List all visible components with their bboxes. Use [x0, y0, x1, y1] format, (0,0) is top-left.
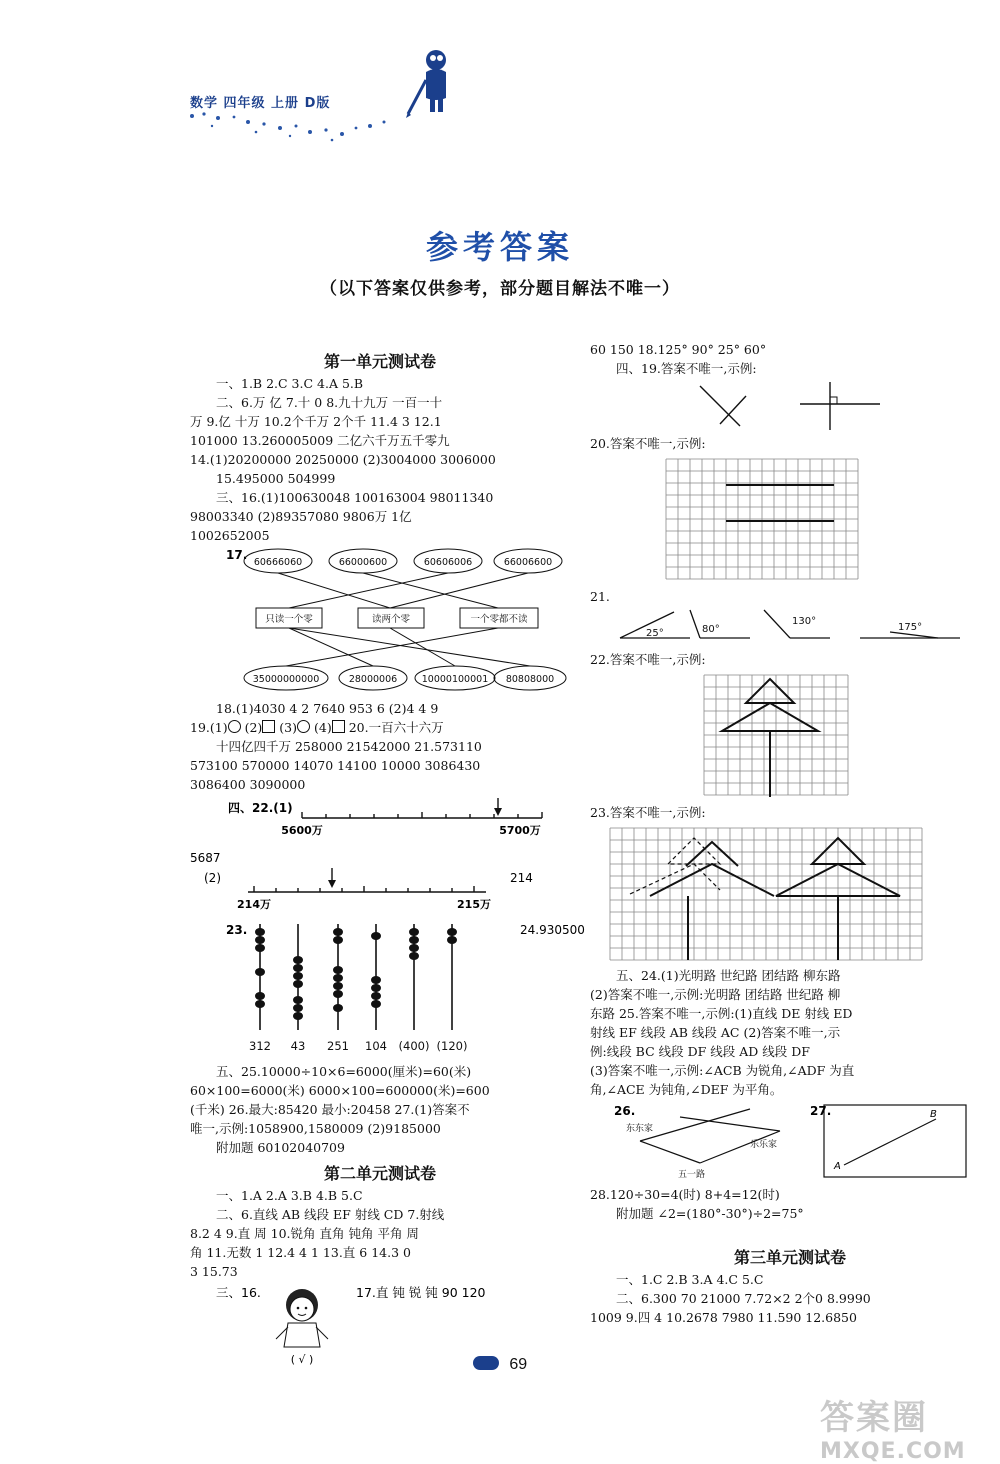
- q17-category: 一个零都不读: [470, 614, 528, 625]
- q16-label: 三、16.: [216, 1285, 261, 1300]
- answer-line: 20.答案不唯一,示例:: [590, 436, 706, 451]
- watermark-url: MXQE.COM: [820, 1439, 966, 1464]
- q17-bottom-number: 80808000: [505, 674, 555, 685]
- q17-matching-diagram: [190, 547, 560, 697]
- answer-line: 二、6.万 亿 7.十 0 8.九十九万 一百一十: [216, 395, 443, 410]
- answer-line: 十四亿四千万 258000 21542000 21.573110: [216, 739, 482, 754]
- book-header-label: 数学 四年级 上册 D版: [190, 96, 331, 111]
- angle-label: 80°: [702, 624, 720, 635]
- q17-top-number: 66000600: [338, 557, 388, 568]
- q17-top-number: 60606006: [423, 557, 473, 568]
- footer-logo-icon: [473, 1356, 499, 1370]
- q17-category: 只读一个零: [265, 614, 313, 625]
- header-decoration: [186, 108, 416, 148]
- q17-bottom-number: 28000006: [348, 674, 398, 685]
- page-number: 69: [509, 1356, 528, 1373]
- abacus-value: (400): [398, 1039, 430, 1053]
- q17-label: 17.: [226, 548, 248, 562]
- square-symbol: [262, 720, 275, 733]
- answer-line: 101000 13.260005009 二亿六千万五千零九: [190, 433, 450, 448]
- angle-label: 130°: [792, 616, 817, 627]
- point-label: A: [834, 1161, 841, 1172]
- answer-line: 东路 25.答案不唯一,示例:(1)直线 DE 射线 ED: [590, 1006, 853, 1021]
- mascot-icon: [402, 40, 462, 120]
- answer-line: (千米) 26.最大:85420 最小:20458 27.(1)答案不: [190, 1102, 470, 1117]
- left-column: [190, 345, 585, 1371]
- answer-line: 角 11.无数 1 12.4 4 1 13.直 6 14.3 0: [190, 1245, 411, 1260]
- q22-number-lines: [190, 796, 560, 918]
- answer-line: 二、6.300 70 21000 7.72×2 2个0 8.9990: [616, 1291, 871, 1306]
- abacus-value: 104: [365, 1039, 387, 1053]
- abacus-value: 43: [290, 1039, 306, 1053]
- answer-line: 四、19.答案不唯一,示例:: [616, 361, 757, 376]
- answer-line: 三、16.(1)100630048 100163004 98011340: [216, 490, 494, 505]
- axis-label: 5700万: [499, 824, 541, 837]
- page-footer: [0, 1356, 1000, 1374]
- map-label: 东东家: [626, 1124, 654, 1134]
- q23-grid: [590, 824, 990, 964]
- answer-line: 一、1.C 2.B 3.A 4.C 5.C: [616, 1272, 764, 1287]
- answer-line: 60 150 18.125° 90° 25° 60°: [590, 342, 767, 357]
- q23-abacus: [190, 920, 585, 1060]
- unit2-title: 第二单元测试卷: [323, 1164, 436, 1183]
- answer-line: 一、1.B 2.C 3.C 4.A 5.B: [216, 376, 364, 391]
- answer-line: 附加题 60102040709: [216, 1140, 345, 1155]
- map-label: 乐乐家: [750, 1140, 778, 1150]
- answer-line: 573100 570000 14070 14100 10000 3086430: [190, 758, 481, 773]
- axis-label: 5600万: [281, 824, 323, 837]
- answer-line: 附加题 ∠2=(180°-30°)÷2=75°: [616, 1206, 804, 1221]
- q16-check: ( √ ): [290, 1353, 314, 1366]
- watermark: [820, 1390, 966, 1464]
- answer-line: 1009 9.四 4 10.2678 7980 11.590 12.6850: [590, 1310, 857, 1325]
- answer-line: 五、24.(1)光明路 世纪路 团结路 柳东路: [616, 968, 841, 983]
- circle-symbol: [228, 720, 241, 733]
- answer-line: 1002652005: [190, 528, 270, 543]
- watermark-text: 答案圈: [820, 1398, 928, 1438]
- answer-line: 18.(1)4030 4 2 7640 953 6 (2)4 4 9: [216, 701, 439, 716]
- q21-angles: [590, 608, 990, 648]
- unit1-title: 第一单元测试卷: [323, 352, 436, 371]
- q17-top-number: 66006600: [503, 557, 553, 568]
- answer-line: 60×100=6000(米) 6000×100=600000(米)=600: [190, 1083, 490, 1098]
- q26-label: 26.: [614, 1104, 636, 1118]
- answer-line: 98003340 (2)89357080 9806万 1亿: [190, 509, 412, 524]
- answer-line: (2)答案不唯一,示例:光明路 团结路 世纪路 柳: [590, 987, 841, 1002]
- answer-line: 万 9.亿 十万 10.2个千万 2个千 11.4 3 12.1: [190, 414, 442, 429]
- answer-line: 唯一,示例:1058900,1580009 (2)9185000: [190, 1121, 441, 1136]
- unit3-title: 第三单元测试卷: [733, 1248, 846, 1267]
- map-label: 五一路: [678, 1170, 706, 1180]
- q22-answer: 5687: [190, 851, 221, 865]
- abacus-value: 312: [249, 1039, 271, 1053]
- answer-line: 射线 EF 线段 AB 线段 AC (2)答案不唯一,示: [590, 1025, 841, 1040]
- q17-bottom-number: 35000000000: [252, 674, 320, 685]
- answer-line: 角,∠ACE 为钝角,∠DEF 为平角。: [590, 1082, 783, 1097]
- circle-symbol: [297, 720, 310, 733]
- axis-label: 214万: [237, 898, 271, 911]
- q24-answer: 24.930500: [520, 923, 585, 937]
- page-title: 参考答案: [425, 228, 574, 266]
- q23-label: 23.: [226, 923, 248, 937]
- axis-label: 215万: [457, 898, 491, 911]
- answer-line: (3)答案不唯一,示例:∠ACB 为锐角,∠ADF 为直: [590, 1063, 855, 1078]
- answer-line: 一、1.A 2.A 3.B 4.B 5.C: [216, 1188, 363, 1203]
- answer-line: 五、25.10000÷10×6=6000(厘米)=60(米): [216, 1064, 472, 1079]
- answer-line: 21.: [590, 589, 610, 604]
- answer-line: 8.2 4 9.直 周 10.锐角 直角 钝角 平角 周: [190, 1226, 419, 1241]
- point-label: B: [930, 1109, 937, 1120]
- page-subtitle: （以下答案仅供参考，部分题目解法不唯一）: [320, 279, 680, 299]
- q17-bottom-number: 10000100001: [421, 674, 489, 685]
- square-symbol: [332, 720, 345, 733]
- right-column: [590, 340, 990, 1327]
- q26-q27-figures: [590, 1101, 990, 1183]
- angle-label: 25°: [646, 628, 664, 639]
- abacus-value: 251: [327, 1039, 349, 1053]
- answer-line: 14.(1)20200000 20250000 (2)3004000 3006000: [190, 452, 496, 467]
- q19-line: 19.(1) (2) (3) (4) 20.一百六十六万: [190, 720, 444, 735]
- answer-line: 28.120÷30=4(时) 8+4=12(时): [590, 1187, 780, 1202]
- q19-figure: [590, 380, 970, 432]
- q22-answer: 214: [510, 871, 533, 885]
- q27-label: 27.: [810, 1104, 832, 1118]
- q17-category: 读两个零: [371, 614, 411, 625]
- answer-line: 3086400 3090000: [190, 777, 306, 792]
- answer-line: 3 15.73: [190, 1264, 238, 1279]
- q17-top-number: 60666060: [253, 557, 303, 568]
- q20-grid: [590, 455, 970, 585]
- answer-line: 22.答案不唯一,示例:: [590, 652, 706, 667]
- q22-label: 四、22.(1): [228, 801, 293, 815]
- answer-line: 15.495000 504999: [216, 471, 336, 486]
- q22-grid: [590, 671, 970, 801]
- abacus-value: (120): [436, 1039, 468, 1053]
- answer-line: 例:线段 BC 线段 DF 线段 AD 线段 DF: [590, 1044, 810, 1059]
- answer-line: 23.答案不唯一,示例:: [590, 805, 706, 820]
- angle-label: 175°: [898, 622, 923, 633]
- girl-illustration: [276, 1289, 328, 1347]
- answer-line: 二、6.直线 AB 线段 EF 射线 CD 7.射线: [216, 1207, 445, 1222]
- q22-part2-label: (2): [204, 871, 221, 885]
- q17-answers: 17.直 钝 锐 钝 90 120: [356, 1285, 486, 1300]
